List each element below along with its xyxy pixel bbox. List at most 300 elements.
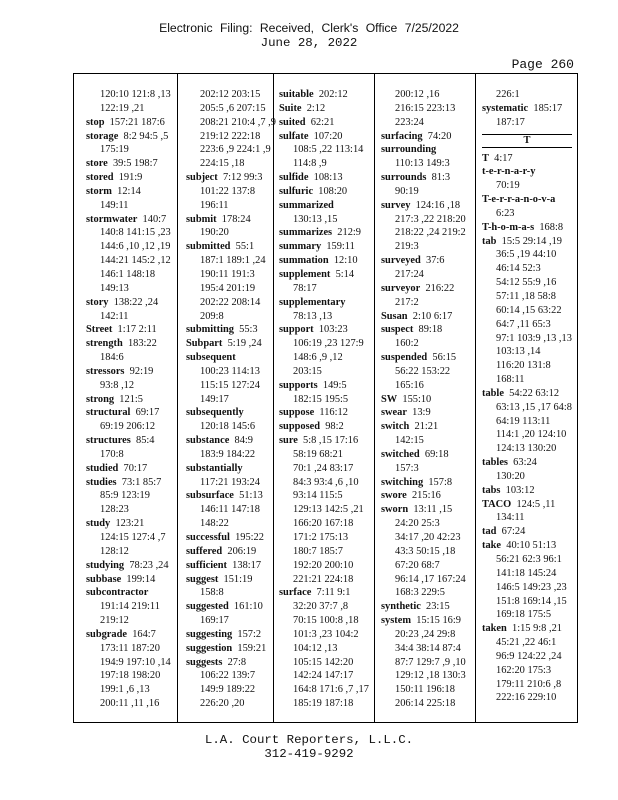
index-term: subsequent bbox=[186, 352, 236, 364]
index-entry bbox=[279, 102, 369, 116]
page-line-refs: 56:22 153:22 bbox=[395, 365, 451, 377]
page-line-refs: 97:1 103:9 ,13 ,13 bbox=[496, 332, 572, 344]
index-entry bbox=[186, 573, 276, 587]
page-line-refs: 81:3 bbox=[426, 172, 451, 184]
index-entry bbox=[381, 254, 466, 268]
index-term: storm bbox=[86, 185, 112, 197]
column-divider bbox=[475, 74, 476, 722]
index-term: table bbox=[482, 387, 504, 399]
page-line-refs: 197:18 198:20 bbox=[100, 670, 161, 682]
page-line-refs: 105:15 142:20 bbox=[293, 656, 354, 668]
index-term: systematic bbox=[482, 102, 529, 114]
page-line-refs: 39:5 198:7 bbox=[107, 158, 158, 170]
index-term: storage bbox=[86, 130, 119, 142]
index-term: swear bbox=[381, 407, 407, 419]
page-line-refs: 96:9 124:22 ,24 bbox=[496, 650, 562, 662]
index-entry bbox=[279, 226, 369, 240]
page-line-refs: 192:20 200:10 bbox=[293, 559, 354, 571]
index-term: take bbox=[482, 540, 502, 552]
page-line-refs: 13:9 bbox=[406, 407, 431, 419]
index-term: suggests bbox=[186, 656, 223, 668]
page-line-refs: 128:12 bbox=[100, 545, 129, 557]
index-entry bbox=[482, 152, 572, 166]
index-entry bbox=[381, 393, 466, 407]
page-line-refs: 161:10 bbox=[228, 601, 263, 613]
page-line-refs: 164:7 bbox=[127, 628, 156, 640]
page-line-refs: 165:16 bbox=[395, 379, 424, 391]
page-line-refs: 8:2 94:5 ,5 bbox=[118, 130, 169, 142]
page-line-refs: 202:22 208:14 bbox=[200, 296, 261, 308]
index-term: suspended bbox=[381, 352, 428, 364]
page-line-refs: 191:9 bbox=[113, 172, 143, 184]
page-line-refs: 191:14 219:11 bbox=[100, 601, 160, 613]
page-line-refs: 195:22 bbox=[229, 532, 264, 543]
index-entry bbox=[482, 235, 572, 249]
page-line-refs: 160:2 bbox=[395, 338, 419, 350]
index-entry bbox=[381, 171, 466, 185]
page-line-refs: 200:11 ,11 ,16 bbox=[100, 698, 160, 710]
page-line-refs: 51:13 bbox=[233, 490, 263, 502]
page-line-refs: 173:11 187:20 bbox=[100, 642, 160, 654]
index-term: sulfuric bbox=[279, 185, 314, 197]
page-line-refs: 196:11 bbox=[200, 199, 229, 211]
index-term: system bbox=[381, 615, 412, 627]
reporter-name: L.A. Court Reporters, L.L.C. bbox=[204, 733, 414, 747]
page-line-refs: 7:11 9:1 bbox=[311, 587, 351, 599]
index-entry bbox=[482, 102, 572, 116]
page-line-refs: 202:12 bbox=[313, 89, 348, 100]
page-line-refs: 203:15 bbox=[293, 365, 322, 377]
page-line-refs: 84:3 93:4 ,6 ,10 bbox=[293, 476, 359, 488]
index-entry bbox=[86, 517, 171, 531]
index-entry bbox=[279, 88, 369, 102]
index-term: sworn bbox=[381, 504, 409, 516]
index-term: study bbox=[86, 518, 111, 530]
page-line-refs: 78:23 ,24 bbox=[124, 559, 169, 571]
page-line-refs: 84:9 bbox=[229, 435, 253, 447]
index-entry bbox=[482, 193, 572, 207]
page-line-refs: 226:20 ,20 bbox=[200, 698, 245, 710]
index-entry bbox=[86, 213, 171, 227]
page-line-refs: 74:20 bbox=[422, 130, 452, 142]
page-line-refs: 140:7 bbox=[137, 213, 167, 225]
index-term: subcontractor bbox=[86, 587, 149, 599]
page-line-refs: 130:20 bbox=[496, 470, 525, 482]
index-entry bbox=[86, 476, 171, 490]
page-line-refs: 117:21 193:24 bbox=[200, 476, 260, 488]
index-term: submit bbox=[186, 213, 217, 225]
index-term: submitting bbox=[186, 324, 234, 336]
index-entry bbox=[381, 323, 466, 337]
index-entry bbox=[482, 622, 572, 636]
page-line-refs: 195:4 201:19 bbox=[200, 282, 256, 294]
index-entry bbox=[381, 351, 466, 365]
page-line-refs: 179:11 210:6 ,8 bbox=[496, 678, 562, 690]
page-line-refs: 151:8 169:14 ,15 bbox=[496, 595, 567, 607]
page-line-refs: 124:5 ,11 bbox=[511, 498, 556, 510]
index-term: Subpart bbox=[186, 338, 223, 350]
index-entry bbox=[186, 545, 276, 559]
page-line-refs: 64:7 ,11 65:3 bbox=[496, 318, 551, 330]
index-entry bbox=[86, 573, 171, 587]
page-line-refs: 202:12 203:15 bbox=[200, 89, 261, 100]
page-line-refs: 32:20 37:7 ,8 bbox=[293, 601, 349, 613]
index-term: subject bbox=[186, 172, 218, 184]
page-line-refs: 155:10 bbox=[397, 393, 432, 405]
page-line-refs: 158:8 bbox=[200, 587, 224, 599]
page-line-refs: 114:1 ,20 124:10 bbox=[496, 429, 567, 441]
index-entry bbox=[186, 559, 276, 573]
index-entry bbox=[186, 337, 276, 351]
index-term: Street bbox=[86, 324, 113, 336]
column-divider bbox=[177, 74, 178, 722]
page-line-refs: 124:16 ,18 bbox=[410, 199, 461, 211]
word-index-frame bbox=[73, 73, 578, 723]
page-line-refs: 142:11 bbox=[100, 310, 129, 322]
page-line-refs: 178:24 bbox=[216, 213, 251, 225]
index-term: switched bbox=[381, 448, 420, 460]
page-line-refs: 157:21 187:6 bbox=[104, 116, 165, 128]
page-line-refs: 27:8 bbox=[222, 656, 247, 668]
index-term: tab bbox=[482, 235, 497, 247]
index-term: summary bbox=[279, 241, 322, 253]
page-line-refs: 6:23 bbox=[496, 207, 515, 219]
page-line-refs: 70:1 ,24 83:17 bbox=[293, 462, 354, 474]
page-line-refs: 129:12 ,18 130:3 bbox=[395, 670, 466, 682]
index-entry bbox=[381, 448, 466, 462]
page-line-refs: 2:10 6:17 bbox=[407, 310, 453, 322]
page-line-refs: 12:14 bbox=[111, 185, 141, 197]
page-line-refs: 92:19 bbox=[124, 365, 154, 377]
index-entry bbox=[279, 171, 369, 185]
page-line-refs: 20:23 ,24 29:8 bbox=[395, 628, 456, 640]
index-entry bbox=[186, 600, 276, 614]
index-term: T-e-r-r-a-n-o-v-a bbox=[482, 194, 556, 206]
index-term: substantially bbox=[186, 462, 243, 474]
page-line-refs: 134:11 bbox=[496, 512, 525, 524]
index-term: suggesting bbox=[186, 628, 233, 640]
page-line-refs: 221:21 224:18 bbox=[293, 573, 354, 585]
index-entry bbox=[279, 434, 369, 448]
page-line-refs: 175:19 bbox=[100, 144, 129, 156]
page-line-refs: 157:8 bbox=[423, 476, 453, 488]
page-line-refs: 206:14 225:18 bbox=[395, 698, 456, 710]
page-line-refs: 162:20 175:3 bbox=[496, 664, 552, 676]
page-line-refs: 90:19 bbox=[395, 185, 419, 197]
page-line-refs: 170:8 bbox=[100, 448, 124, 460]
page-line-refs: 141:18 145:24 bbox=[496, 567, 557, 579]
index-entry bbox=[381, 600, 466, 614]
page-line-refs: 69:19 206:12 bbox=[100, 421, 156, 433]
page-line-refs: 185:19 187:18 bbox=[293, 698, 354, 710]
index-entry bbox=[86, 130, 171, 144]
page-line-refs: 87:7 129:7 ,9 ,10 bbox=[395, 656, 466, 668]
page-line-refs: 184:6 bbox=[100, 352, 124, 364]
page-line-refs: 226:1 bbox=[496, 89, 520, 100]
index-term: stored bbox=[86, 172, 114, 184]
page-line-refs: 159:21 bbox=[232, 642, 267, 654]
index-term: switching bbox=[381, 476, 424, 488]
page-line-refs: 23:15 bbox=[420, 601, 450, 613]
index-entry bbox=[86, 116, 171, 130]
page-line-refs: 217:24 bbox=[395, 268, 424, 280]
index-term: successful bbox=[186, 532, 230, 543]
page-line-refs: 205:5 ,6 207:15 bbox=[200, 102, 266, 114]
index-term: studying bbox=[86, 559, 125, 571]
page-line-refs: 199:14 bbox=[121, 573, 156, 585]
index-entry bbox=[86, 462, 171, 476]
index-entry bbox=[482, 525, 572, 539]
page-line-refs: 168:3 229:5 bbox=[395, 587, 445, 599]
page-line-refs: 124:13 130:20 bbox=[496, 443, 557, 455]
index-column-2 bbox=[186, 88, 276, 711]
index-term: stormwater bbox=[86, 213, 138, 225]
page-line-refs: 64:19 113:11 bbox=[496, 415, 551, 427]
page-line-refs: 98:2 bbox=[320, 421, 344, 433]
page-line-refs: 148:6 ,9 ,12 bbox=[293, 352, 343, 364]
page-line-refs: 70:19 bbox=[496, 180, 520, 192]
index-entry bbox=[186, 628, 276, 642]
page-line-refs: 199:1 ,6 ,13 bbox=[100, 684, 150, 696]
page-line-refs: 185:17 bbox=[528, 102, 563, 114]
page-line-refs: 124:15 127:4 ,7 bbox=[100, 532, 166, 543]
index-term: strength bbox=[86, 338, 123, 350]
page-line-refs: 144:21 145:2 ,12 bbox=[100, 255, 171, 267]
index-term: stressors bbox=[86, 365, 125, 377]
page-line-refs: 216:15 223:13 bbox=[395, 102, 456, 114]
index-entry bbox=[279, 323, 369, 337]
hearing-date: June 28, 2022 bbox=[260, 36, 358, 50]
page-line-refs: 129:13 142:5 ,21 bbox=[293, 504, 364, 516]
index-term: Susan bbox=[381, 310, 408, 322]
index-term: SW bbox=[381, 393, 398, 405]
index-entry bbox=[482, 387, 572, 401]
index-term: subsurface bbox=[186, 490, 234, 502]
index-entry bbox=[186, 406, 276, 420]
page-line-refs: 120:10 121:8 ,13 bbox=[100, 89, 171, 100]
index-term: strong bbox=[86, 393, 115, 405]
page-line-refs: 182:15 195:5 bbox=[293, 393, 349, 405]
page-line-refs: 209:8 bbox=[200, 310, 224, 322]
page-line-refs: 138:17 bbox=[226, 559, 262, 571]
page-line-refs: 218:22 ,24 219:2 bbox=[395, 227, 466, 239]
page-line-refs: 187:17 bbox=[496, 116, 525, 128]
page-line-refs: 216:22 bbox=[420, 282, 455, 294]
page-line-refs: 128:23 bbox=[100, 504, 129, 516]
page-line-refs: 107:20 bbox=[308, 130, 343, 142]
page-line-refs: 106:22 139:7 bbox=[200, 670, 256, 682]
index-entry bbox=[381, 614, 466, 628]
index-group-t bbox=[482, 152, 572, 706]
page-line-refs: 63:13 ,15 ,17 64:8 bbox=[496, 401, 572, 413]
index-term: subbase bbox=[86, 573, 122, 585]
page-line-refs: 78:13 ,13 bbox=[293, 310, 333, 322]
page-line-refs: 54:12 55:9 ,16 bbox=[496, 277, 557, 289]
index-entry bbox=[86, 157, 171, 171]
column-divider bbox=[374, 74, 375, 722]
index-term: survey bbox=[381, 199, 411, 211]
page-line-refs: 116:20 131:8 bbox=[496, 360, 551, 372]
page-line-refs: 121:5 bbox=[114, 393, 143, 405]
index-entry bbox=[86, 393, 171, 407]
index-entry bbox=[482, 484, 572, 498]
page-line-refs: 55:3 bbox=[233, 324, 258, 336]
page-line-refs: 148:22 bbox=[200, 518, 229, 530]
index-term: switch bbox=[381, 421, 410, 433]
index-entry bbox=[186, 323, 276, 337]
index-entry bbox=[86, 296, 171, 310]
page-line-refs: 114:8 ,9 bbox=[293, 158, 327, 170]
page-line-refs: 104:12 ,13 bbox=[293, 642, 338, 654]
index-term: summation bbox=[279, 255, 329, 267]
page-line-refs: 144:6 ,10 ,12 ,19 bbox=[100, 241, 171, 253]
index-entry bbox=[381, 199, 466, 213]
index-entry bbox=[482, 165, 572, 179]
page-line-refs: 54:22 63:12 bbox=[503, 387, 560, 399]
index-column-1 bbox=[86, 88, 171, 711]
index-term: studied bbox=[86, 462, 119, 474]
index-entry bbox=[86, 337, 171, 351]
page-line-refs: 106:19 ,23 127:9 bbox=[293, 338, 364, 350]
index-entry bbox=[381, 489, 466, 503]
page-line-refs: 217:3 ,22 218:20 bbox=[395, 213, 466, 225]
page-line-refs: 34:4 38:14 87:4 bbox=[395, 642, 461, 654]
index-column-3 bbox=[279, 88, 369, 711]
page-line-refs: 169:18 175:5 bbox=[496, 609, 552, 621]
index-entry bbox=[186, 213, 276, 227]
index-entry bbox=[186, 240, 276, 254]
page-line-refs: 4:17 bbox=[488, 152, 513, 164]
page-line-refs: 108:5 ,22 113:14 bbox=[293, 144, 364, 156]
page-line-refs: 93:14 115:5 bbox=[293, 490, 343, 502]
page-line-refs: 37:6 bbox=[420, 255, 445, 267]
page-line-refs: 5:19 ,24 bbox=[222, 338, 262, 350]
page-line-refs: 223:6 ,9 224:1 ,9 bbox=[200, 144, 271, 156]
page-line-refs: 166:20 167:18 bbox=[293, 518, 354, 530]
page-line-refs: 101:3 ,23 104:2 bbox=[293, 628, 359, 640]
page-line-refs: 45:21 ,22 46:1 bbox=[496, 637, 557, 649]
index-term: story bbox=[86, 296, 109, 308]
page-line-refs: 60:14 ,15 63:22 bbox=[496, 304, 562, 316]
index-entry bbox=[279, 116, 369, 130]
page-line-refs: 208:21 210:4 ,7 ,9 bbox=[200, 116, 276, 128]
index-term: subsequently bbox=[186, 407, 244, 419]
page-line-refs: 120:18 145:6 bbox=[200, 421, 256, 433]
page-line-refs: 219:12 222:18 bbox=[200, 130, 261, 142]
page-line-refs: 46:14 52:3 bbox=[496, 263, 541, 275]
page-line-refs: 15:5 29:14 ,19 bbox=[496, 235, 562, 247]
page-line-refs: 157:3 bbox=[395, 462, 419, 474]
page-line-refs: 171:2 175:13 bbox=[293, 532, 349, 543]
page-line-refs: 63:24 bbox=[507, 457, 537, 469]
page-line-refs: 13:11 ,15 bbox=[408, 504, 453, 516]
index-term: substance bbox=[186, 435, 230, 447]
index-entry bbox=[279, 406, 369, 420]
index-entry bbox=[482, 456, 572, 470]
index-term: tables bbox=[482, 457, 508, 469]
page-line-refs: 58:19 68:21 bbox=[293, 448, 343, 460]
index-entry bbox=[279, 296, 369, 310]
page-line-refs: 149:17 bbox=[200, 393, 229, 405]
index-term: suffered bbox=[186, 545, 223, 557]
page-line-refs: 217:2 bbox=[395, 296, 419, 308]
index-term: surrounds bbox=[381, 172, 427, 184]
index-term: supplement bbox=[279, 268, 331, 280]
page-number: Page 260 bbox=[511, 57, 574, 72]
index-entry bbox=[86, 559, 171, 573]
index-term: surrounding bbox=[381, 144, 437, 156]
index-entry bbox=[86, 628, 171, 642]
page-line-refs: 93:8 ,12 bbox=[100, 379, 135, 391]
page-line-refs: 151:19 bbox=[218, 573, 253, 585]
index-term: support bbox=[279, 324, 314, 336]
index-term: submitted bbox=[186, 241, 231, 253]
page-line-refs: 69:18 bbox=[419, 448, 449, 460]
filing-header: Electronic Filing: Received, Clerk's Office 7/25/2022 bbox=[159, 21, 459, 35]
index-term: surveyor bbox=[381, 282, 421, 294]
page-line-refs: 67:20 68:7 bbox=[395, 559, 440, 571]
page-line-refs: 110:13 149:3 bbox=[395, 158, 450, 170]
page-line-refs: 62:21 bbox=[305, 116, 335, 128]
index-term: taken bbox=[482, 623, 507, 635]
index-entry bbox=[86, 323, 171, 337]
index-entry bbox=[86, 434, 171, 448]
page-line-refs: 36:5 ,19 44:10 bbox=[496, 249, 557, 261]
index-term: t-e-r-n-a-r-y bbox=[482, 166, 536, 178]
index-entry bbox=[86, 171, 171, 185]
page-line-refs: 67:24 bbox=[496, 526, 526, 538]
index-term: suggested bbox=[186, 601, 229, 613]
index-term: suitable bbox=[279, 89, 314, 100]
index-entry bbox=[381, 130, 466, 144]
page-line-refs: 100:23 114:13 bbox=[200, 365, 260, 377]
page-line-refs: 215:16 bbox=[406, 490, 441, 502]
index-entry bbox=[279, 420, 369, 434]
index-entry bbox=[186, 351, 276, 365]
page-line-refs: 130:13 ,15 bbox=[293, 213, 338, 225]
index-entry bbox=[186, 489, 276, 503]
index-term: sulfate bbox=[279, 130, 309, 142]
index-term: suggest bbox=[186, 573, 219, 585]
index-entry bbox=[279, 268, 369, 282]
index-term: surveyed bbox=[381, 255, 421, 267]
page-line-refs: 168:8 bbox=[534, 221, 564, 233]
page-line-refs: 85:4 bbox=[130, 435, 155, 447]
page-line-refs: 200:12 ,16 bbox=[395, 89, 440, 100]
index-entry bbox=[482, 221, 572, 235]
index-term: summarizes bbox=[279, 227, 333, 239]
page-line-refs: 56:21 62:3 96:1 bbox=[496, 554, 562, 565]
index-group-s-tail bbox=[482, 88, 572, 130]
footer bbox=[0, 733, 618, 761]
index-term: T bbox=[482, 152, 489, 164]
index-entry bbox=[279, 379, 369, 393]
page-line-refs: 56:15 bbox=[427, 352, 457, 364]
index-term: store bbox=[86, 158, 108, 170]
page-line-refs: 103:13 ,14 bbox=[496, 346, 541, 358]
page-line-refs: 108:20 bbox=[313, 185, 348, 197]
index-term: supposed bbox=[279, 421, 321, 433]
index-entry bbox=[86, 586, 171, 600]
page-line-refs: 206:19 bbox=[222, 545, 257, 557]
page-line-refs: 70:15 100:8 ,18 bbox=[293, 615, 359, 627]
index-entry bbox=[381, 503, 466, 517]
letter-section-heading: T bbox=[482, 134, 572, 148]
page-line-refs: 146:5 149:23 ,23 bbox=[496, 581, 567, 593]
page-line-refs: 70:17 bbox=[118, 462, 148, 474]
index-term: sufficient bbox=[186, 559, 227, 571]
page-line-refs: 1:17 2:11 bbox=[112, 324, 157, 336]
